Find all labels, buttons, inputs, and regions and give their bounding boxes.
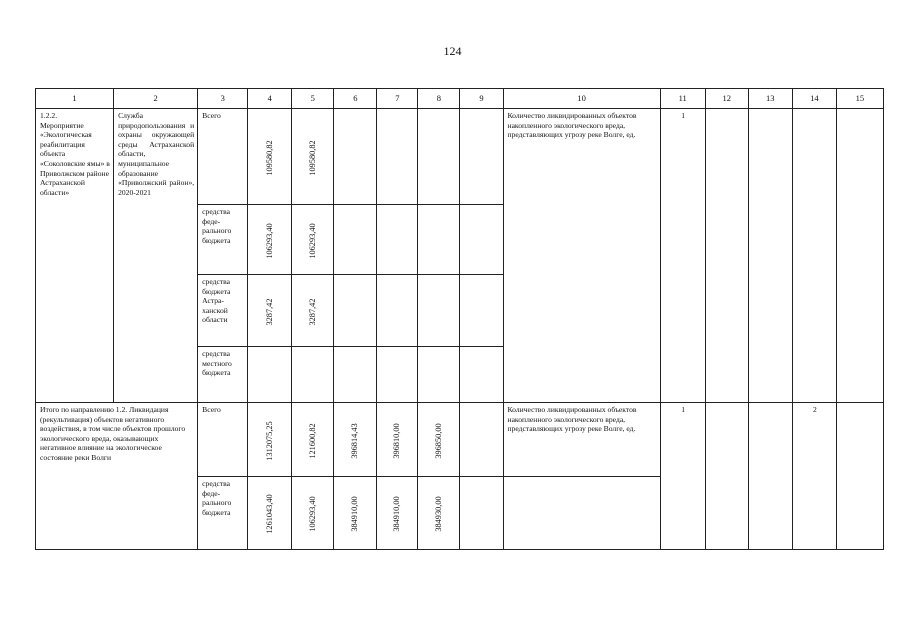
value-cell: 396810,00 [377, 403, 418, 477]
value-cell: 106293,40 [292, 477, 334, 550]
col-header-1: 1 [36, 89, 114, 109]
value-cell: 3287,42 [248, 275, 292, 347]
col-header-12: 12 [705, 89, 748, 109]
col-header-9: 9 [460, 89, 503, 109]
value-cell [292, 347, 334, 403]
value-cell: 109580,82 [292, 109, 334, 205]
col-header-11: 11 [660, 89, 705, 109]
fund-label-cell: средства феде-рального бюджета [198, 205, 248, 275]
executor-cell: Служба природопользования и охраны окружающей среды Астраханской области, муниципальное образование «Приволжский район», 2020-2021 [114, 109, 198, 403]
col-header-8: 8 [418, 89, 460, 109]
value-cell: 396814,43 [334, 403, 377, 477]
col12-cell [705, 403, 748, 550]
value-cell [460, 275, 503, 347]
value-cell: 106293,40 [248, 205, 292, 275]
value-cell: 1312075,25 [248, 403, 292, 477]
fund-label-cell: средства местного бюджета [198, 347, 248, 403]
value-cell: 109580,82 [248, 109, 292, 205]
value-cell: 384910,00 [377, 477, 418, 550]
col-header-2: 2 [114, 89, 198, 109]
col15-cell [836, 403, 883, 550]
col-header-3: 3 [198, 89, 248, 109]
value-cell [334, 275, 377, 347]
value-cell: 384910,00 [334, 477, 377, 550]
program-table [35, 88, 884, 550]
direction-total-cell: Итого по направлению 1.2. Ликвидация (рекультивация) объектов негативного воздействия, в том числе объектов прошлого экологического вреда, оказывающих негативное влияние на экологическое состояние реки Волги [36, 403, 198, 550]
value-cell [377, 109, 418, 205]
value-cell [377, 275, 418, 347]
header-row [36, 89, 884, 109]
col13-cell [748, 109, 792, 403]
col14-cell: 2 [792, 403, 836, 550]
measure-id-cell: 1.2.2. Мероприятие «Экологическая реабилитация объекта «Соколовские ямы» в Приволжском районе Астраханской области» [36, 109, 114, 403]
value-cell [460, 347, 503, 403]
value-cell [460, 403, 503, 477]
col-header-10: 10 [503, 89, 660, 109]
value-cell [460, 109, 503, 205]
value-cell: 3287,42 [292, 275, 334, 347]
col-header-5: 5 [292, 89, 334, 109]
value-cell: 1261043,40 [248, 477, 292, 550]
col11-cell: 1 [660, 403, 705, 550]
value-cell [418, 347, 460, 403]
fund-label-cell: Всего [198, 403, 248, 477]
value-cell: 106293,40 [292, 205, 334, 275]
col-header-15: 15 [836, 89, 883, 109]
value-cell: 121600,82 [292, 403, 334, 477]
col-header-14: 14 [792, 89, 836, 109]
fund-label-cell: Всего [198, 109, 248, 205]
value-cell [334, 347, 377, 403]
value-cell [377, 205, 418, 275]
table-row [36, 109, 884, 205]
fund-label-cell: средства бюджета Астра-ханской области [198, 275, 248, 347]
fund-label-cell: средства феде-рального бюджета [198, 477, 248, 550]
col11-cell: 1 [660, 109, 705, 403]
value-cell [334, 205, 377, 275]
value-cell [460, 205, 503, 275]
page-number: 124 [443, 44, 462, 58]
indicator-cell: Количество ликвидированных объектов накопленного экологического вреда, представляющих угрозу реке Волге, ед. [503, 109, 660, 403]
value-cell [460, 477, 503, 550]
col-header-7: 7 [377, 89, 418, 109]
value-cell [418, 109, 460, 205]
col13-cell [748, 403, 792, 550]
value-cell [377, 347, 418, 403]
col-header-6: 6 [334, 89, 377, 109]
value-cell: 384930,00 [418, 477, 460, 550]
col-header-13: 13 [748, 89, 792, 109]
value-cell [334, 109, 377, 205]
indicator-cell: Количество ликвидированных объектов накопленного экологического вреда, представляющих угрозу реке Волге, ед. [503, 403, 660, 477]
value-cell [248, 347, 292, 403]
col-header-4: 4 [248, 89, 292, 109]
value-cell [418, 205, 460, 275]
col14-cell [792, 109, 836, 403]
table-row [36, 403, 884, 477]
col15-cell [836, 109, 883, 403]
value-cell [418, 275, 460, 347]
col12-cell [705, 109, 748, 403]
value-cell: 396850,00 [418, 403, 460, 477]
indicator-cell [503, 477, 660, 550]
